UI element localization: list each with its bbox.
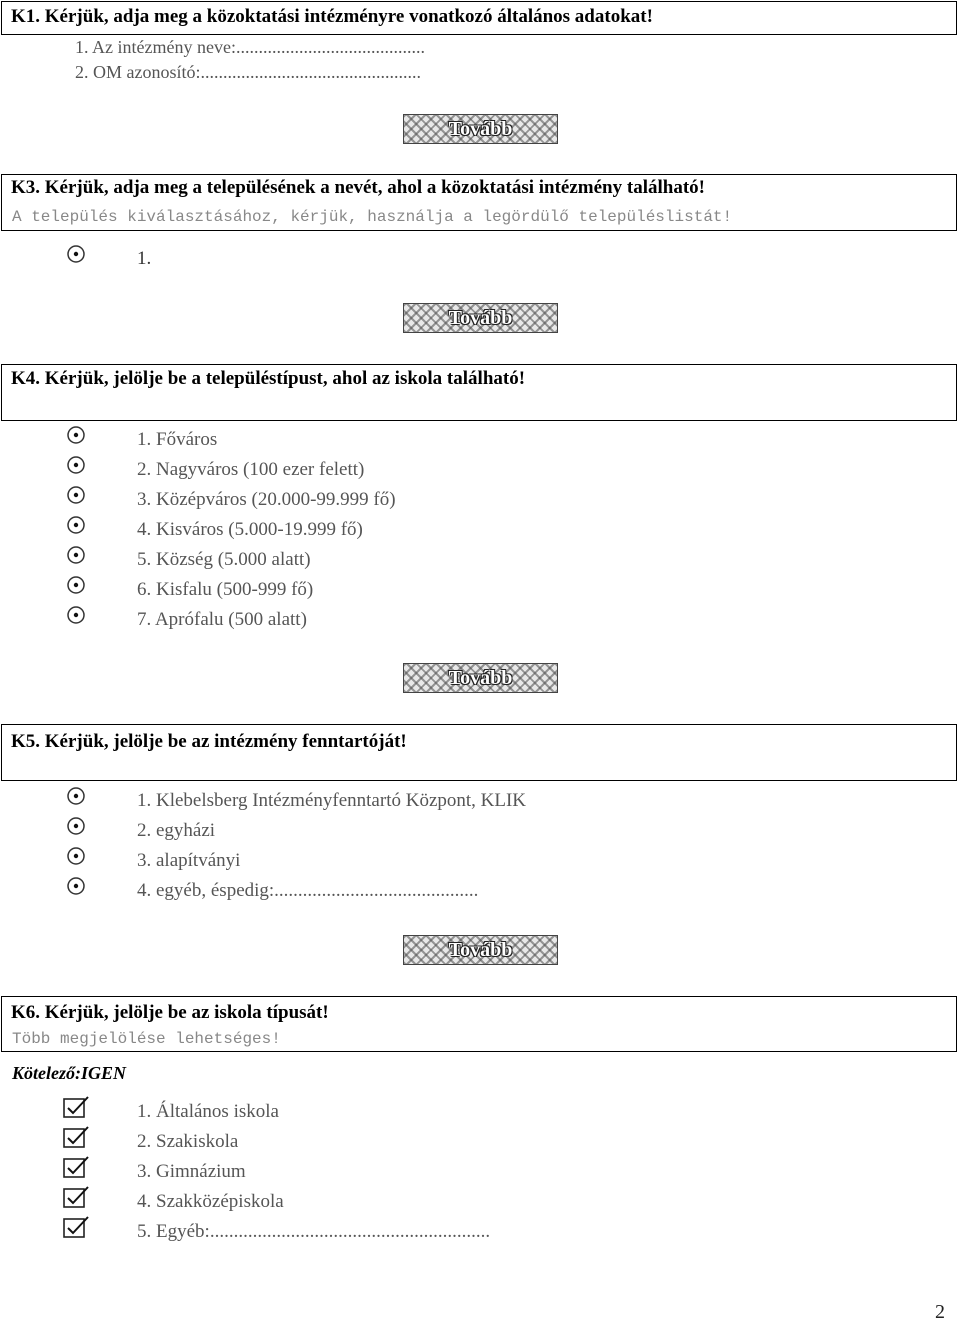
k4-title: K4. Kérjük, jelölje be a településtípust, ahol az iskola található!	[11, 368, 526, 389]
radio-button-icon[interactable]	[66, 485, 86, 505]
radio-button-icon[interactable]	[66, 545, 86, 565]
k5-option-label: 3. alapítványi	[137, 850, 241, 871]
radio-button-icon[interactable]	[66, 786, 86, 806]
k5-option-label: 4. egyéb, éspedig:...........................................	[137, 880, 479, 901]
k4-option-label: 1. Főváros	[137, 429, 218, 450]
radio-button-icon[interactable]	[66, 455, 86, 475]
radio-button-icon[interactable]	[66, 605, 86, 625]
k3-settlement-option: 1.	[137, 248, 152, 269]
k6-mandatory-label: Kötelező:IGEN	[12, 1063, 126, 1083]
k3-title: K3. Kérjük, adja meg a településének a nevét, ahol a közoktatási intézmény található!	[11, 177, 705, 198]
k5-title: K5. Kérjük, jelölje be az intézmény fenntartóját!	[11, 731, 407, 752]
radio-button-icon[interactable]	[66, 846, 86, 866]
k4-option-label: 3. Középváros (20.000-99.999 fő)	[137, 489, 396, 510]
k4-option-label: 2. Nagyváros (100 ezer felett)	[137, 459, 365, 480]
radio-button-icon[interactable]	[66, 515, 86, 535]
k1-title: K1. Kérjük, adja meg a közoktatási intézményre vonatkozó általános adatokat!	[11, 6, 653, 27]
k1-om-id-field[interactable]: 2. OM azonosító:.................................................	[75, 62, 421, 82]
k4-option-label: 6. Kisfalu (500-999 fő)	[137, 579, 314, 600]
k1-institution-name-field[interactable]: 1. Az intézmény neve:..........................................	[75, 37, 425, 57]
next-button-k1[interactable]: Tovább	[403, 114, 558, 144]
next-button-k5[interactable]: Tovább	[403, 935, 558, 965]
k6-option-label: 1. Általános iskola	[137, 1101, 279, 1122]
checkbox-icon[interactable]	[62, 1124, 90, 1150]
k6-option-label: 5. Egyéb:...........................................................	[137, 1221, 491, 1242]
page-number: 2	[935, 1301, 945, 1323]
checkbox-icon[interactable]	[62, 1094, 90, 1120]
radio-button-icon[interactable]	[66, 244, 86, 264]
checkbox-icon[interactable]	[62, 1184, 90, 1210]
next-button-k4[interactable]: Tovább	[403, 663, 558, 693]
k6-option-label: 2. Szakiskola	[137, 1131, 239, 1152]
radio-button-icon[interactable]	[66, 425, 86, 445]
k6-title: K6. Kérjük, jelölje be az iskola típusát!	[11, 1002, 329, 1023]
k6-note: Több megjelölése lehetséges!	[12, 1030, 281, 1048]
k4-option-label: 4. Kisváros (5.000-19.999 fő)	[137, 519, 363, 540]
k5-option-label: 1. Klebelsberg Intézményfenntartó Központ, KLIK	[137, 790, 527, 811]
checkbox-icon[interactable]	[62, 1154, 90, 1180]
k6-option-label: 4. Szakközépiskola	[137, 1191, 284, 1212]
checkbox-icon[interactable]	[62, 1214, 90, 1240]
k3-note: A település kiválasztásához, kérjük, használja a legördülő településlistát!	[12, 208, 733, 226]
k5-option-label: 2. egyházi	[137, 820, 216, 841]
radio-button-icon[interactable]	[66, 876, 86, 896]
radio-button-icon[interactable]	[66, 816, 86, 836]
k4-option-label: 7. Aprófalu (500 alatt)	[137, 609, 307, 630]
next-button-k3[interactable]: Tovább	[403, 303, 558, 333]
k6-option-label: 3. Gimnázium	[137, 1161, 246, 1182]
k4-option-label: 5. Község (5.000 alatt)	[137, 549, 311, 570]
radio-button-icon[interactable]	[66, 575, 86, 595]
